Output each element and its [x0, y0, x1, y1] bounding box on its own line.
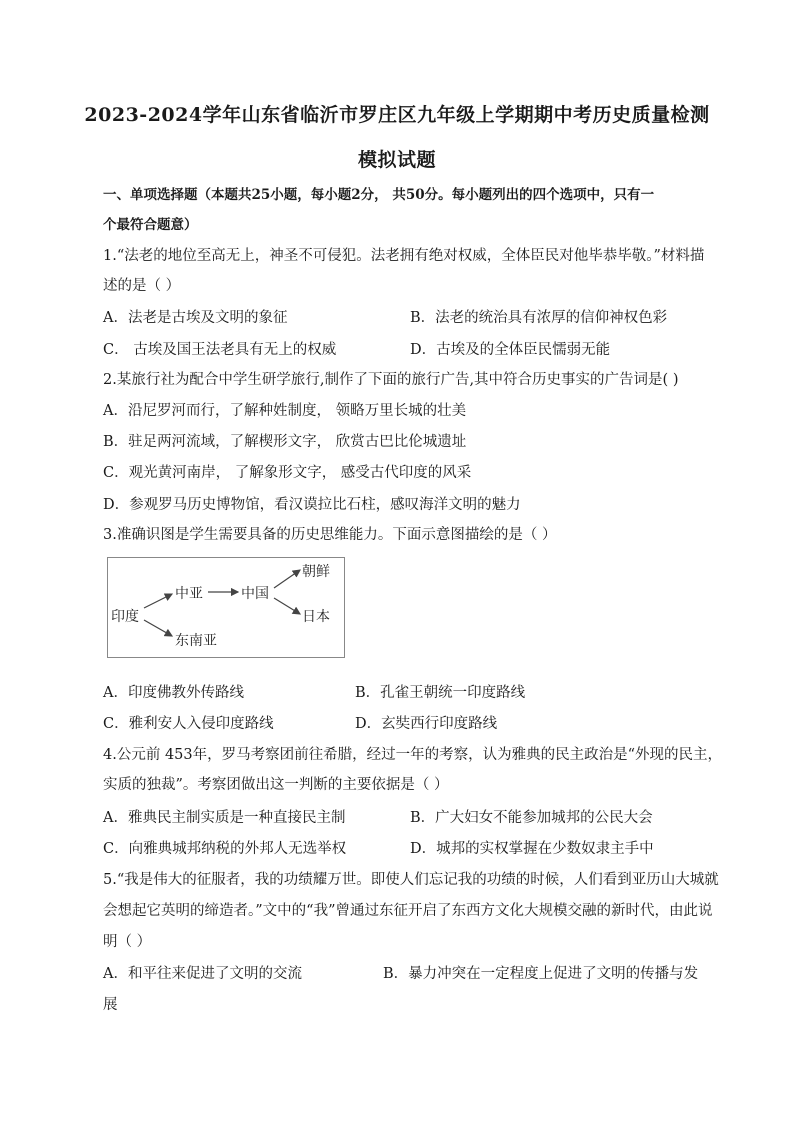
- q1-stem-line2: 述的是（ ）: [103, 278, 181, 294]
- q3-option-b: B．孔雀王朝统一印度路线: [355, 685, 526, 701]
- label-central-asia: 中亚: [175, 586, 203, 602]
- arrow-india-centralasia: [144, 594, 172, 608]
- q4-option-a: A．雅典民主制实质是一种直接民主制: [103, 810, 346, 826]
- q5-stem-line2: 会想起它英明的缔造者。”文中的“我”曾通过东征开启了东西方文化大规模交融的新时代，由此说: [103, 903, 713, 919]
- q4-option-d: D．城邦的实权掌握在少数奴隶主手中: [410, 841, 654, 857]
- q4-stem-line1: 4.公元前 453年，罗马考察团前往希腊，经过一年的考察，认为雅典的民主政治是“外现的民主，: [103, 747, 723, 763]
- q3-stem: 3.准确识图是学生需要具备的历史思维能力。下面示意图描绘的是（ ）: [103, 527, 557, 543]
- q1-option-c: C． 古埃及国王法老具有无上的权威: [103, 342, 337, 358]
- q2-stem: 2.某旅行社为配合中学生研学旅行,制作了下面的旅行广告,其中符合历史事实的广告词是( ): [103, 372, 679, 388]
- label-korea: 朝鲜: [302, 564, 330, 580]
- q1-option-d: D．古埃及的全体臣民懦弱无能: [410, 342, 611, 358]
- q1-stem-line1: 1.“法老的地位至高无上，神圣不可侵犯。法老拥有绝对权威，全体臣民对他毕恭毕敬。”材料描: [103, 248, 705, 264]
- arrow-china-korea: [274, 570, 300, 588]
- section-heading-line1: 一、单项选择题（本题共25小题，每小题2分， 共50分。每小题列出的四个选项中，只有一: [103, 187, 655, 203]
- q4-option-b: B．广大妇女不能参加城邦的公民大会: [410, 810, 653, 826]
- arrow-india-southeastasia: [144, 620, 172, 636]
- q2-option-b: B．驻足两河流域，了解楔形文字， 欣赏古巴比伦城遗址: [103, 434, 467, 450]
- q3-option-c: C．雅利安人入侵印度路线: [103, 716, 274, 732]
- q2-option-a: A．沿尼罗河而行，了解种姓制度， 领略万里长城的壮美: [103, 403, 467, 419]
- q5-stem-line3: 明（ ）: [103, 934, 152, 950]
- q5-option-b-line1: B．暴力冲突在一定程度上促进了文明的传播与发: [383, 966, 699, 982]
- q3-option-d: D．玄奘西行印度路线: [355, 716, 498, 732]
- q5-option-a: A．和平往来促进了文明的交流: [103, 966, 302, 982]
- q3-option-a: A．印度佛教外传路线: [103, 685, 244, 701]
- label-china: 中国: [241, 586, 269, 602]
- q4-stem-line2: 实质的独裁”。考察团做出这一判断的主要依据是（ ）: [103, 777, 449, 793]
- q1-option-b: B．法老的统治具有浓厚的信仰神权色彩: [410, 310, 668, 326]
- q1-option-a: A．法老是古埃及文明的象征: [103, 310, 288, 326]
- q2-option-d: D．参观罗马历史博物馆，看汉谟拉比石柱，感叹海洋文明的魅力: [103, 497, 521, 513]
- route-diagram: [107, 557, 345, 658]
- arrow-china-japan: [274, 598, 300, 614]
- exam-title-line2: 模拟试题: [357, 149, 436, 171]
- section-heading-line2: 个最符合题意）: [103, 217, 198, 233]
- label-japan: 日本: [302, 609, 330, 625]
- q4-option-c: C．向雅典城邦纳税的外邦人无选举权: [103, 841, 347, 857]
- label-southeast-asia: 东南亚: [175, 633, 217, 649]
- q5-stem-line1: 5.“我是伟大的征服者，我的功绩耀万世。即使人们忘记我的功绩的时候，人们看到亚历山大城就: [103, 872, 719, 888]
- q5-option-b-line2: 展: [103, 997, 118, 1013]
- q2-option-c: C．观光黄河南岸， 了解象形文字， 感受古代印度的风采: [103, 465, 472, 481]
- label-india: 印度: [111, 609, 139, 625]
- exam-title-line1: 2023-2024学年山东省临沂市罗庄区九年级上学期期中考历史质量检测: [84, 104, 710, 126]
